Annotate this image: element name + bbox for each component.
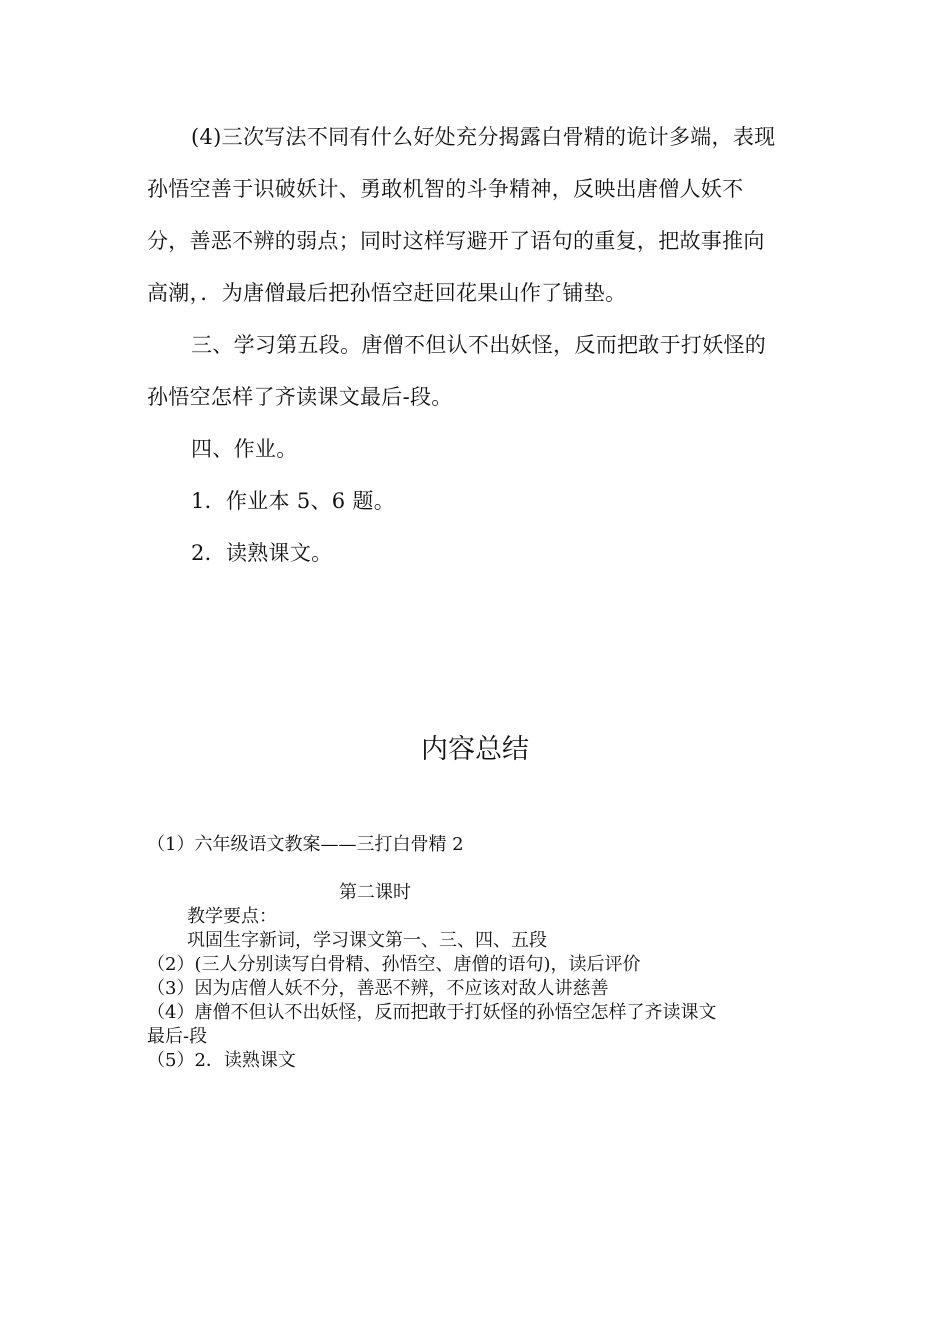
summary-key-points: 巩固生字新词，学习课文第一、三、四、五段 bbox=[187, 930, 547, 951]
summary-item-3: （3）因为店僧人妖不分，善恶不辨，不应该对敌人讲慈善 bbox=[147, 978, 609, 999]
summary-item-1: （1）六年级语文教案——三打白骨精 2 bbox=[147, 834, 464, 855]
paragraph-4-line-3: 分，善恶不辨的弱点；同时这样写避开了语句的重复，把故事推向 bbox=[147, 229, 765, 253]
summary-lesson: 第二课时 bbox=[339, 882, 411, 903]
homework-item-2: 2．读熟课文。 bbox=[191, 541, 333, 565]
summary-item-4-line-1: （4）唐僧不但认不出妖怪，反而把敢于打妖怪的孙悟空怎样了齐读课文 bbox=[147, 1002, 717, 1023]
section-4-heading: 四、作业。 bbox=[191, 437, 298, 461]
paragraph-4-line-1: (4)三次写法不同有什么好处充分揭露白骨精的诡计多端，表现 bbox=[191, 125, 776, 149]
section-3-line-1: 三、学习第五段。唐僧不但认不出妖怪，反而把敢于打妖怪的 bbox=[191, 333, 767, 357]
paragraph-4-line-4: 高潮，．为唐僧最后把孙悟空赶回花果山作了铺垫。 bbox=[147, 281, 627, 305]
summary-item-4-line-2: 最后-段 bbox=[147, 1026, 208, 1047]
paragraph-4-line-2: 孙悟空善于识破妖计、勇敢机智的斗争精神，反映出唐僧人妖不 bbox=[147, 177, 744, 201]
summary-key-points-label: 教学要点： bbox=[187, 906, 277, 927]
summary-item-2: （2）(三人分别读写白骨精、孙悟空、唐僧的语句)，读后评价 bbox=[147, 954, 641, 975]
section-3-line-2: 孙悟空怎样了齐读课文最后-段。 bbox=[147, 385, 453, 409]
summary-item-5: （5）2．读熟课文 bbox=[147, 1050, 296, 1071]
summary-title: 内容总结 bbox=[421, 734, 529, 765]
homework-item-1: 1．作业本 5、6 题。 bbox=[191, 489, 396, 513]
